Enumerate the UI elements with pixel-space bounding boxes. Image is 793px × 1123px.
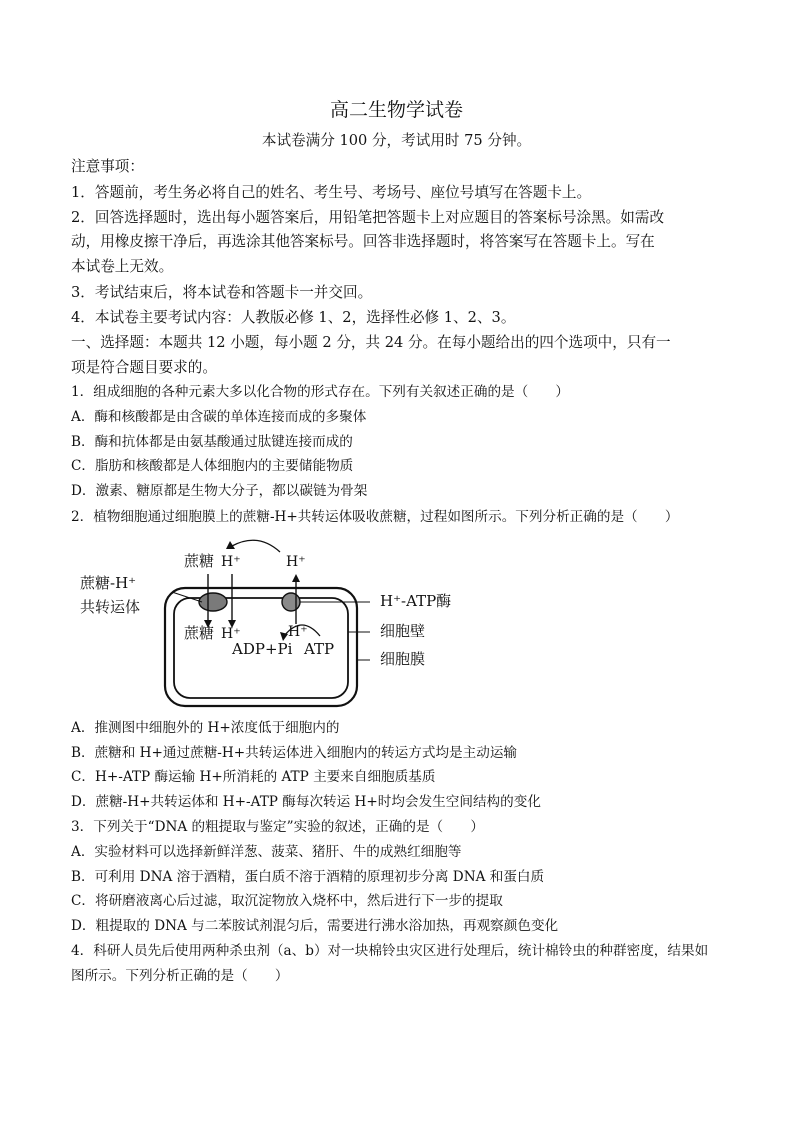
symporter-label: 共转运体 [80,598,141,616]
h-inside-label: H⁺ [221,626,241,642]
exam-info: 本试卷满分 100 分，考试用时 75 分钟。 [261,132,532,149]
question-2-option-b: B．蔗糖和 H+通过蔗糖-H+共转运体进入细胞内的转运方式均是主动运输 [71,745,518,761]
cell-wall-label: 细胞壁 [380,622,426,640]
question-3-option-c: C．将研磨液离心后过滤，取沉淀物放入烧杯中，然后进行下一步的提取 [71,893,503,909]
question-4-stem: 4．科研人员先后使用两种杀虫剂（a、b）对一块棉铃虫灾区进行处理后，统计棉铃虫的种群密度，结果如 [71,943,709,959]
question-3-option-b: B．可利用 DNA 溶于酒精，蛋白质不溶于酒精的原理初步分离 DNA 和蛋白质 [71,869,545,885]
symporter-shape [199,593,227,611]
cell-membrane-label: 细胞膜 [380,650,426,668]
question-1-option-a: A．酶和核酸都是由含碳的单体连接而成的多聚体 [71,409,367,425]
question-1-option-c: C．脂肪和核酸都是人体细胞内的主要储能物质 [71,458,354,474]
question-3-stem: 3．下列关于“DNA 的粗提取与鉴定”实验的叙述，正确的是（ ） [71,819,484,835]
question-3-option-a: A．实验材料可以选择新鲜洋葱、菠菜、猪肝、牛的成熟红细胞等 [71,844,462,860]
note-line: 1．答题前，考生务必将自己的姓名、考生号、考场号、座位号填写在答题卡上。 [71,184,592,201]
atpase-label: H⁺-ATP酶 [380,592,452,610]
question-2-option-a: A．推测图中细胞外的 H+浓度低于细胞内的 [71,720,340,736]
h-outside-label: H⁺ [221,554,241,570]
question-2-option-d: D．蔗糖-H+共转运体和 H+-ATP 酶每次转运 H+时均会发生空间结构的变化 [71,794,541,810]
sucrose-inside-label: 蔗糖 [184,624,215,642]
question-1-option-b: B．酶和抗体都是由氨基酸通过肽键连接而成的 [71,434,353,450]
question-3-option-d: D．粗提取的 DNA 与二苯胺试剂混匀后，需要进行沸水浴加热，再观察颜色变化 [71,918,559,934]
note-line: 动，用橡皮擦干净后，再选涂其他答案标号。回答非选择题时，将答案写在答题卡上。写在 [71,233,655,250]
note-line: 4．本试卷主要考试内容：人教版必修 1、2，选择性必修 1、2、3。 [71,309,516,326]
question-1-option-d: D．激素、糖原都是生物大分子，都以碳链为骨架 [71,483,368,499]
h-outside-label-2: H⁺ [286,554,306,570]
page-title: 高二生物学试卷 [329,99,463,121]
section-instructions: 一、选择题：本题共 12 小题，每小题 2 分，共 24 分。在每小题给出的四个选项中，只有一 [71,334,671,351]
section-instructions: 项是符合题目要求的。 [71,359,217,376]
h-inside-label-2: H⁺ [288,624,308,640]
symporter-label: 蔗糖-H⁺ [80,574,137,592]
atp-label: ATP [304,640,335,658]
question-2-option-c: C．H+-ATP 酶运输 H+所消耗的 ATP 主要来自细胞质基质 [71,769,436,785]
note-line: 3．考试结束后，将本试卷和答题卡一并交回。 [71,284,373,301]
atpase-shape [282,593,300,611]
sucrose-outside-label: 蔗糖 [184,552,215,570]
notes-heading: 注意事项： [71,158,144,175]
note-line: 2．回答选择题时，选出每小题答案后，用铅笔把答题卡上对应题目的答案标号涂黑。如需改 [71,209,665,226]
adp-pi-label: ADP+Pi [232,640,293,658]
question-1-stem: 1．组成细胞的各种元素大多以化合物的形式存在。下列有关叙述正确的是（ ） [71,384,570,400]
question-4-stem: 图所示。下列分析正确的是（ ） [71,968,289,984]
cell-transport-figure [80,532,460,714]
question-2-stem: 2．植物细胞通过细胞膜上的蔗糖-H+共转运体吸收蔗糖，过程如图所示。下列分析正确的是（ ） [71,509,679,525]
note-line: 本试卷上无效。 [71,258,174,275]
